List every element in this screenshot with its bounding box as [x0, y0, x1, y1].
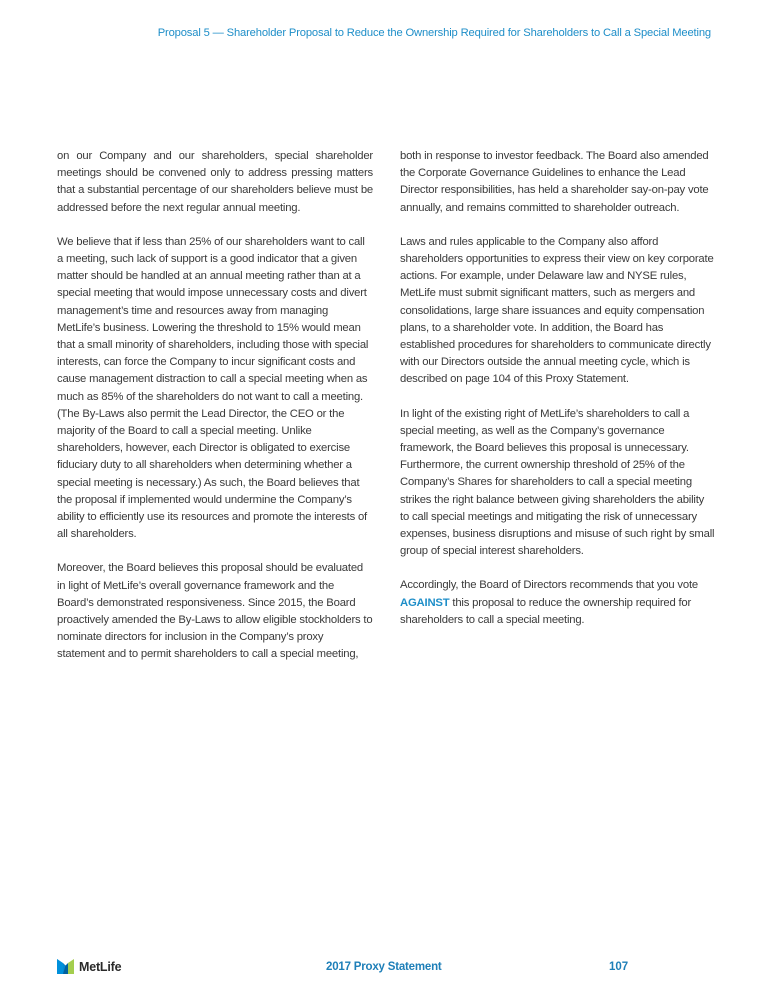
- paragraph: on our Company and our shareholders, special shareholder meetings should be convened only to address pressing matters that a substantial percentage of our shareholders believe must be addressed before the next regular annual meeting.: [57, 150, 373, 214]
- page-number: 107: [609, 961, 629, 973]
- paragraph: Moreover, the Board believes this proposal should be evaluated in light of MetLife’s overall governance framework and the Board’s demonstrated responsiveness. Since 2015, the Board proactively amended the By-Laws to allow eligible stockholders to nominate directors for inclusion in the Company’s proxy statement and to permit shareholders to call a special meeting,: [57, 562, 373, 661]
- metlife-logo: [57, 959, 121, 974]
- page-footer: [0, 958, 768, 978]
- running-header: Proposal 5 — Shareholder Proposal to Reduce the Ownership Required for Shareholders to Call a Special Meeting: [157, 27, 711, 39]
- metlife-logo-icon: [57, 959, 74, 974]
- logo-text: MetLife: [79, 959, 122, 974]
- left-column: [57, 148, 373, 681]
- paragraph: Laws and rules applicable to the Company also afford shareholders opportunities to express their view on key corporate actions. For example, under Delaware law and NYSE rules, MetLife must submit significant matters, such as mergers and consolidations, large share issuances and equity compensation plans, to a shareholder vote. In addition, the Board has established procedures for shareholders to communicate directly with our Directors outside the annual meeting cycle, which is described on page 104 of this Proxy Statement.: [400, 235, 714, 386]
- document-title: 2017 Proxy Statement: [326, 961, 442, 973]
- recommendation-paragraph: [400, 577, 716, 629]
- paragraph: In light of the existing right of MetLife’s shareholders to call a special meeting, as well as the Company’s governance framework, the Board believes this proposal is unnecessary. Furthermore, the current ownership threshold of 25% of the Company’s Shares for shareholders to call a special meeting strikes the right balance between giving shareholders the ability to call special meetings and mitigating the risk of unnecessary expenses, business disruptions and misuse of such right by small group of special interest shareholders.: [400, 407, 715, 558]
- paragraph: both in response to investor feedback. The Board also amended the Corporate Governance Guidelines to enhance the Lead Director responsibilities, has held a shareholder say-on-pay vote annually, and remains committed to shareholder outreach.: [400, 150, 709, 214]
- right-column: [400, 148, 716, 646]
- paragraph: We believe that if less than 25% of our shareholders want to call a meeting, such lack of support is a good indicator that a given matter should be handled at an annual meeting rather than at a special meeting that would impose unnecessary costs and divert management’s time and resources away from managing MetLife’s business. Lowering the threshold to 15% would mean that a small minority of shareholders, including those with special interests, can force the Company to incur significant costs and cause management distraction to call a special meeting when as much as 85% of the shareholders do not want to call a meeting. (The By-Laws also permit the Lead Director, the CEO or the majority of the Board to call a special meeting. Unlike shareholders, however, each Director is obligated to exercise fiduciary duty to all shareholders when determining whether a special meeting is necessary.) As such, the Board believes that the proposal if implemented would undermine the Company’s ability to efficiently use its resources and promote the interests of all shareholders.: [57, 235, 369, 541]
- recommendation-intro: Accordingly, the Board of Directors recommends that you vote: [400, 579, 698, 592]
- recommendation-emphasis: AGAINST: [400, 596, 450, 609]
- recommendation-rest: this proposal to reduce the ownership required for shareholders to call a special meeting.: [400, 596, 692, 626]
